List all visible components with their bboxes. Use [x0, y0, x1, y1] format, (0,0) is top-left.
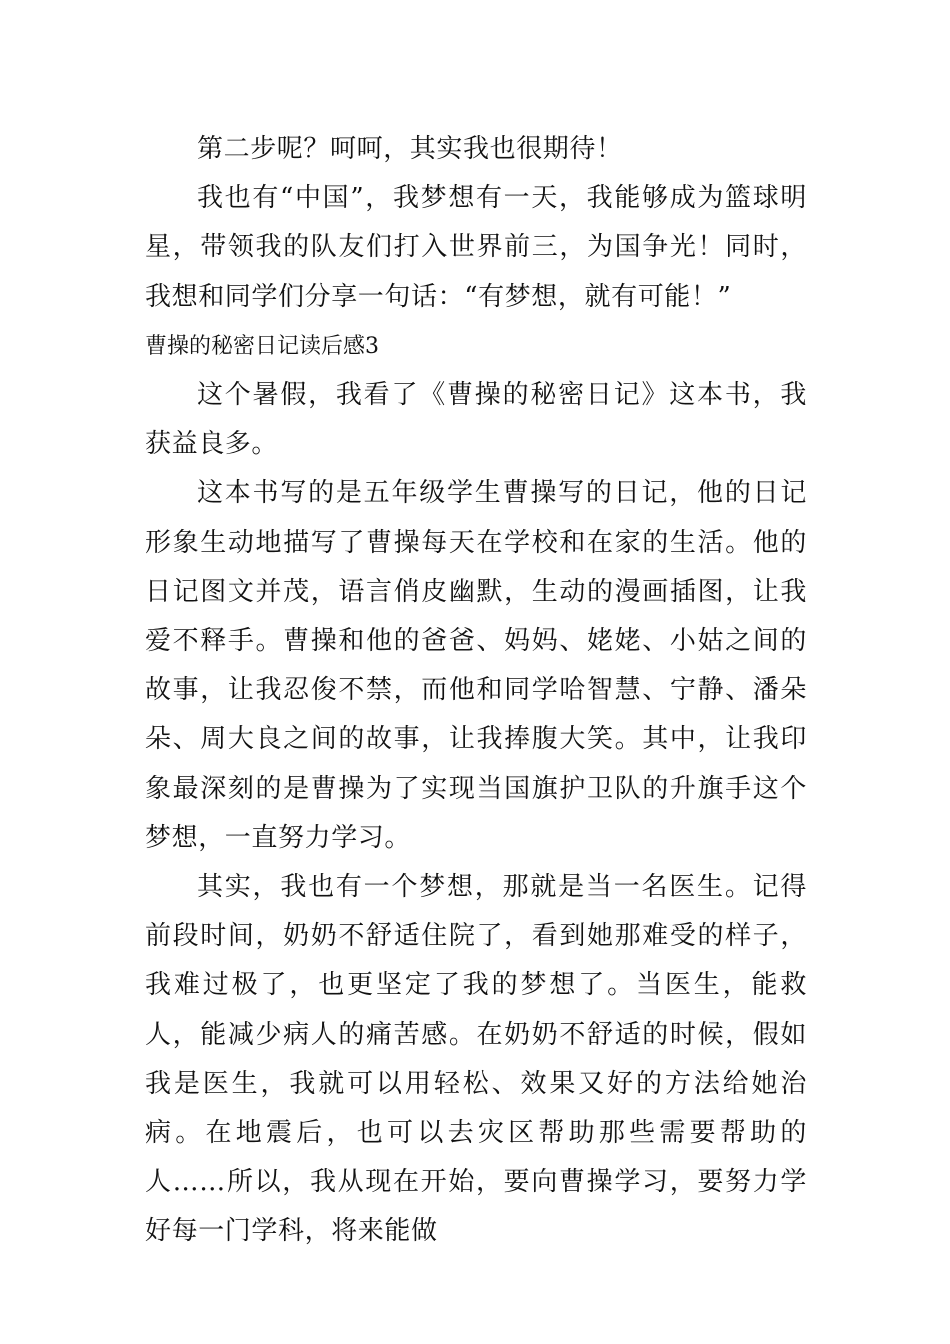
paragraph: 其实，我也有一个梦想，那就是当一名医生。记得前段时间，奶奶不舒适住院了，看到她那难受的样子，我难过极了，也更坚定了我的梦想了。当医生，能救人，能减少病人的痛苦感。在奶奶不舒适的时候，假如我是医生，我就可以用轻松、效果又好的方法给她治病。在地震后，也可以去灾区帮助那些需要帮助的人……所以，我从现在开始，要向曹操学习，要努力学好每一门学科，将来能做 [145, 872, 807, 1247]
paragraph: 这个暑假，我看了《曹操的秘密日记》这本书，我获益良多。 [145, 380, 807, 460]
document-page [145, 125, 807, 1257]
paragraph: 第二步呢？呵呵，其实我也很期待！ [197, 134, 623, 164]
paragraph: 这本书写的是五年级学生曹操写的日记，他的日记形象生动地描写了曹操每天在学校和在家的生活。他的日记图文并茂，语言俏皮幽默，生动的漫画插图，让我爱不释手。曹操和他的爸爸、妈妈、姥姥、小姑之间的故事，让我忍俊不禁，而他和同学哈智慧、宁静、潘朵朵、周大良之间的故事，让我捧腹大笑。其中，让我印象最深刻的是曹操为了实现当国旗护卫队的升旗手这个梦想，一直努力学习。 [145, 478, 807, 853]
paragraph: 我也有“中国”，我梦想有一天，我能够成为篮球明星，带领我的队友们打入世界前三，为国争光！同时，我想和同学们分享一句话：“有梦想，就有可能！” [145, 183, 807, 312]
section-heading: 曹操的秘密日记读后感3 [145, 333, 379, 359]
